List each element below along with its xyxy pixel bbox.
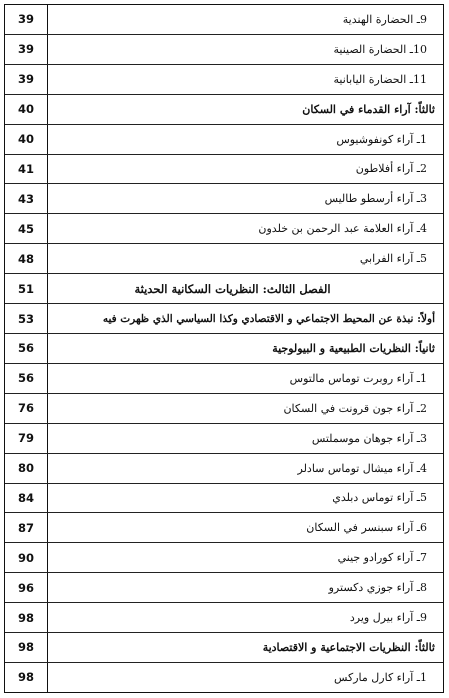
page-number: 98 <box>5 663 48 692</box>
entry-title: 1ـ آراء روبرت توماس مالتوس <box>289 371 427 385</box>
chapter-title: الفصل الثالث: النظريات السكانية الحديثة <box>134 281 331 296</box>
page-number: 84 <box>5 484 48 513</box>
page-number: 43 <box>5 184 48 213</box>
page-number: 90 <box>5 543 48 572</box>
page-number: 98 <box>5 633 48 662</box>
toc-row <box>5 35 443 65</box>
entry-title: 5ـ آراء الفرابي <box>359 252 427 266</box>
page-number: 98 <box>5 603 48 632</box>
toc-row <box>5 304 443 334</box>
toc-row <box>5 573 443 603</box>
page-number: 87 <box>5 513 48 542</box>
page-number: 56 <box>5 334 48 363</box>
page-number: 40 <box>5 95 48 124</box>
page-number: 79 <box>5 424 48 453</box>
toc-row <box>5 424 443 454</box>
toc-row <box>5 454 443 484</box>
toc-row <box>5 65 443 95</box>
page-number: 39 <box>5 35 48 64</box>
entry-title: 5ـ آراء توماس دبلدي <box>332 491 427 505</box>
page-number: 53 <box>5 304 48 333</box>
entry-title: ثانياً: النظريات الطبيعية و البيولوجية <box>272 341 435 355</box>
page-number: 41 <box>5 155 48 184</box>
page-number: 80 <box>5 454 48 483</box>
toc-row <box>5 155 443 185</box>
toc-row <box>5 95 443 125</box>
page-number: 51 <box>5 274 48 303</box>
entry-title: 1ـ آراء كونفوشيوس <box>336 132 427 146</box>
entry-title: ثالثاً: النظريات الاجتماعية و الاقتصادية <box>262 640 435 654</box>
entry-title: أولاً: نبذة عن المحيط الاجتماعي و الاقتصادي وكذا السياسي الذي ظهرت فيه <box>102 312 435 325</box>
toc-row <box>5 125 443 155</box>
toc-row <box>5 244 443 274</box>
toc-row <box>5 184 443 214</box>
page-number: 48 <box>5 244 48 273</box>
table-of-contents <box>4 4 444 693</box>
toc-row <box>5 394 443 424</box>
toc-row <box>5 274 443 304</box>
toc-row <box>5 513 443 543</box>
entry-title: 7ـ آراء كورادو جيني <box>337 551 427 565</box>
entry-title: 6ـ آراء سبنسر في السكان <box>306 521 427 535</box>
entry-title: 8ـ آراء جوزي دكسترو <box>328 581 427 595</box>
toc-row <box>5 334 443 364</box>
toc-row <box>5 484 443 514</box>
toc-row <box>5 543 443 573</box>
page-number: 40 <box>5 125 48 154</box>
entry-title: 1ـ آراء كارل ماركس <box>333 670 427 684</box>
page-number: 96 <box>5 573 48 602</box>
page-number: 39 <box>5 65 48 94</box>
toc-row <box>5 603 443 633</box>
entry-title: 3ـ آراء أرسطو طاليس <box>324 192 427 206</box>
page-number: 45 <box>5 214 48 243</box>
toc-row <box>5 214 443 244</box>
toc-row <box>5 364 443 394</box>
page-number: 56 <box>5 364 48 393</box>
entry-title: 4ـ آراء ميشال توماس سادلر <box>297 461 427 475</box>
page-number: 39 <box>5 5 48 34</box>
toc-row <box>5 633 443 663</box>
entry-title: 2ـ آراء أفلاطون <box>355 162 427 176</box>
entry-title: 4ـ آراء العلامة عبد الرحمن بن خلدون <box>258 222 427 236</box>
entry-title: 11ـ الحضارة اليابانية <box>333 72 427 86</box>
entry-title: 2ـ آراء جون قرونت في السكان <box>283 401 427 415</box>
entry-title: 9ـ الحضارة الهندية <box>342 12 427 26</box>
entry-title: 10ـ الحضارة الصينية <box>333 42 427 56</box>
toc-row <box>5 663 443 692</box>
entry-title: 9ـ آراء بيرل ويرد <box>349 611 427 625</box>
page-number: 76 <box>5 394 48 423</box>
toc-row <box>5 5 443 35</box>
entry-title: ثالثاً: آراء القدماء في السكان <box>302 102 435 116</box>
entry-title: 3ـ آراء جوهان موسملتس <box>311 431 427 445</box>
